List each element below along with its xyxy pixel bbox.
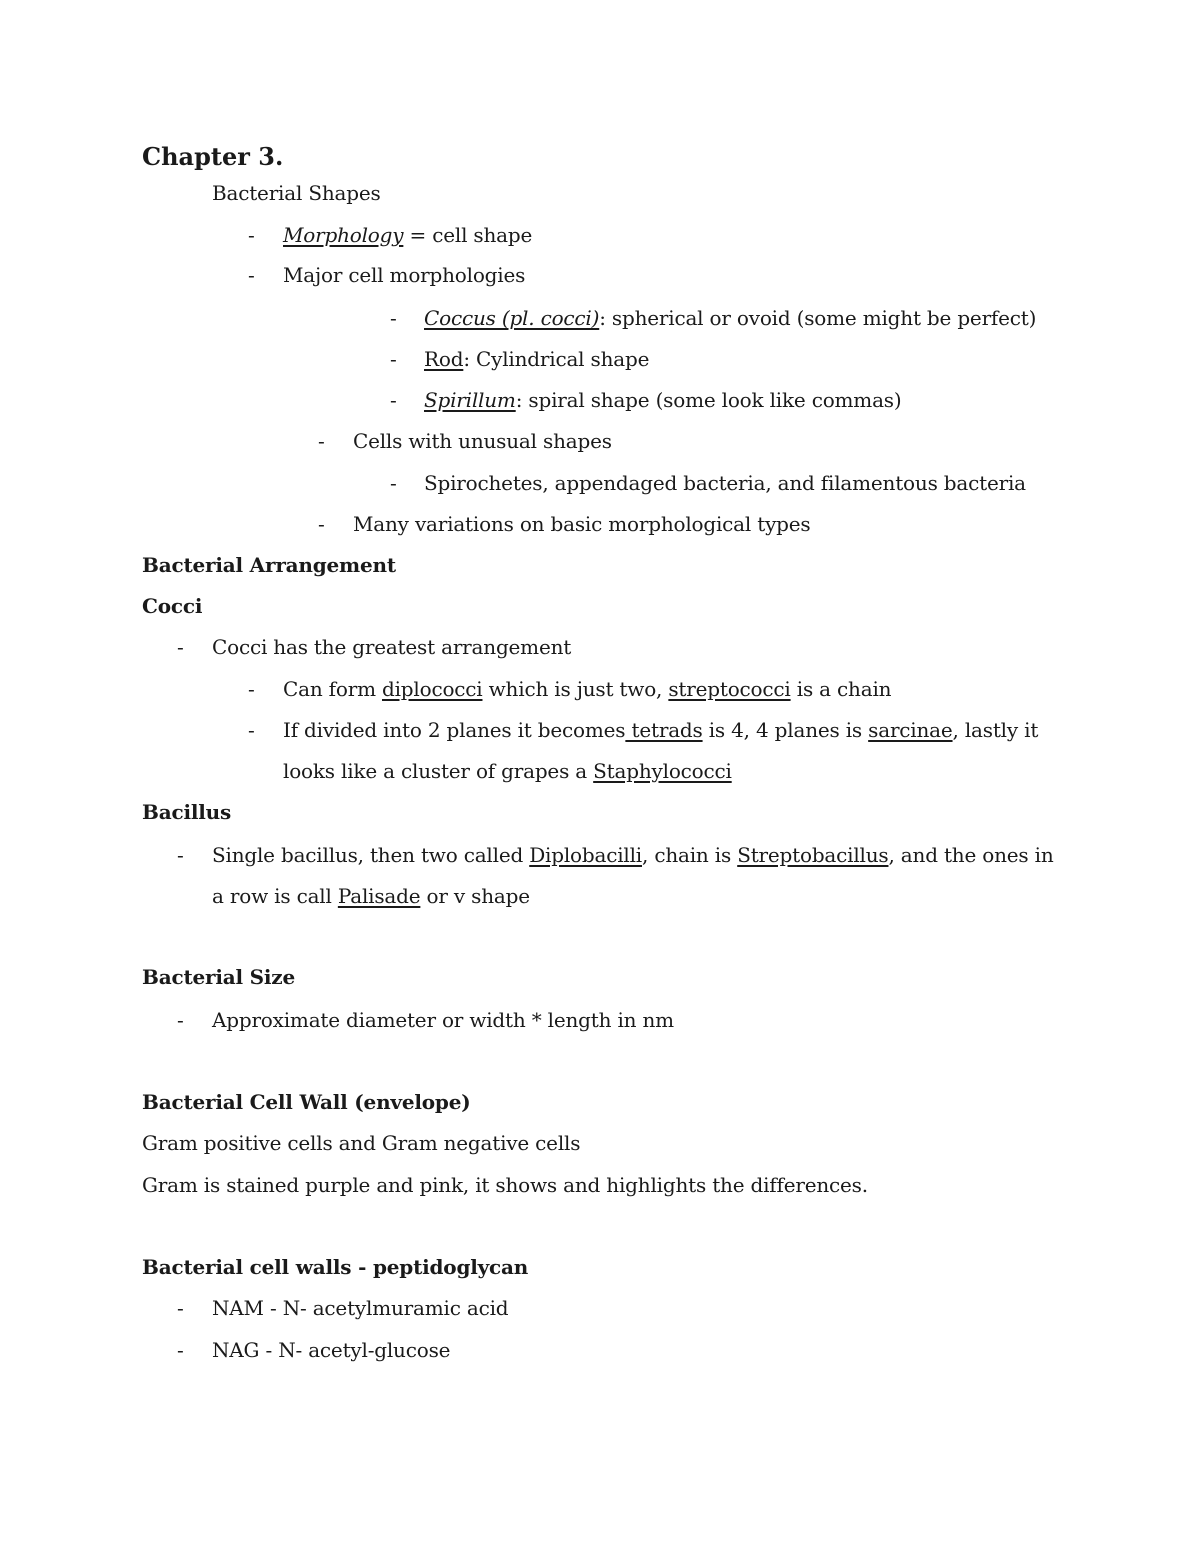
list-item-morphology <box>283 222 532 248</box>
list-item-cocci-arrangement: Cocci has the greatest arrangement <box>212 635 572 659</box>
list-item-divided-continued <box>283 758 732 784</box>
bullet-dash: - <box>390 306 397 330</box>
bullet-dash: - <box>177 1338 184 1362</box>
cocci-heading: Cocci <box>142 594 203 618</box>
bullet-dash: - <box>177 1008 184 1032</box>
bacterial-shapes-heading: Bacterial Shapes <box>212 181 381 205</box>
list-item-nag: NAG - N- acetyl-glucose <box>212 1338 451 1362</box>
bullet-dash: - <box>248 263 255 287</box>
list-item-size: Approximate diameter or width * length in nm <box>212 1008 674 1032</box>
bullet-dash: - <box>248 677 255 701</box>
text-segment: looks like a cluster of grapes a <box>283 759 594 783</box>
list-item-divided <box>283 717 1038 743</box>
bullet-dash: - <box>390 471 397 495</box>
text-segment: or v shape <box>420 884 530 908</box>
term-streptococci: streptococci <box>668 677 791 701</box>
bullet-dash: - <box>390 347 397 371</box>
text-segment: Can form <box>283 677 382 701</box>
cell-wall-line-1: Gram positive cells and Gram negative cells <box>142 1131 581 1155</box>
list-item-spirillum <box>424 387 901 413</box>
spirillum-definition: : spiral shape (some look like commas) <box>515 388 902 412</box>
bullet-dash: - <box>248 718 255 742</box>
morphology-definition: = cell shape <box>403 223 533 247</box>
text-segment: If divided into 2 planes it becomes <box>283 718 626 742</box>
bullet-dash: - <box>390 388 397 412</box>
text-segment: a row is call <box>212 884 338 908</box>
cell-wall-line-2: Gram is stained purple and pink, it shows and highlights the differences. <box>142 1173 868 1197</box>
list-item-variations: Many variations on basic morphological types <box>353 512 811 536</box>
bullet-dash: - <box>177 843 184 867</box>
list-item-coccus <box>424 305 1036 331</box>
text-segment: is a chain <box>790 677 892 701</box>
text-segment: Single bacillus, then two called <box>212 843 530 867</box>
list-item-bacillus-continued <box>212 883 530 909</box>
bullet-dash: - <box>177 635 184 659</box>
bullet-dash: - <box>248 223 255 247</box>
text-segment: , chain is <box>642 843 738 867</box>
term-sarcinae: sarcinae <box>868 718 953 742</box>
list-item-can-form <box>283 676 891 702</box>
list-item-unusual-examples: Spirochetes, appendaged bacteria, and filamentous bacteria <box>424 471 1026 495</box>
rod-definition: : Cylindrical shape <box>463 347 650 371</box>
list-item-rod <box>424 346 649 372</box>
term-diplococci: diplococci <box>382 677 483 701</box>
list-item-bacillus <box>212 842 1054 868</box>
bullet-dash: - <box>318 429 325 453</box>
term-coccus: Coccus (pl. cocci) <box>424 306 600 330</box>
term-spirillum: Spirillum <box>424 388 516 412</box>
arrangement-heading: Bacterial Arrangement <box>142 553 396 577</box>
text-segment: , lastly it <box>952 718 1039 742</box>
text-segment: , and the ones in <box>888 843 1054 867</box>
bullet-dash: - <box>318 512 325 536</box>
term-staphylococci: Staphylococci <box>593 759 732 783</box>
text-segment: peptidoglycan <box>372 1255 529 1279</box>
term-rod: Rod <box>424 347 464 371</box>
text-segment: Bacterial cell walls - <box>142 1255 373 1279</box>
chapter-title: Chapter 3. <box>142 142 284 171</box>
bacillus-heading: Bacillus <box>142 800 232 824</box>
bullet-dash: - <box>177 1296 184 1320</box>
term-diplobacilli: Diplobacilli <box>529 843 643 867</box>
term-tetrads: tetrads <box>625 718 703 742</box>
list-item-nam: NAM - N- acetylmuramic acid <box>212 1296 509 1320</box>
text-segment: is 4, 4 planes is <box>702 718 869 742</box>
list-item-major-morphologies: Major cell morphologies <box>283 263 526 287</box>
term-streptobacillus: Streptobacillus <box>737 843 889 867</box>
cell-wall-heading: Bacterial Cell Wall (envelope) <box>142 1090 471 1114</box>
list-item-unusual-shapes: Cells with unusual shapes <box>353 429 612 453</box>
term-palisade: Palisade <box>337 884 421 908</box>
size-heading: Bacterial Size <box>142 965 295 989</box>
peptidoglycan-heading <box>142 1254 528 1280</box>
term-morphology: Morphology <box>283 223 404 247</box>
coccus-definition: : spherical or ovoid (some might be perfect) <box>599 306 1037 330</box>
text-segment: which is just two, <box>482 677 669 701</box>
